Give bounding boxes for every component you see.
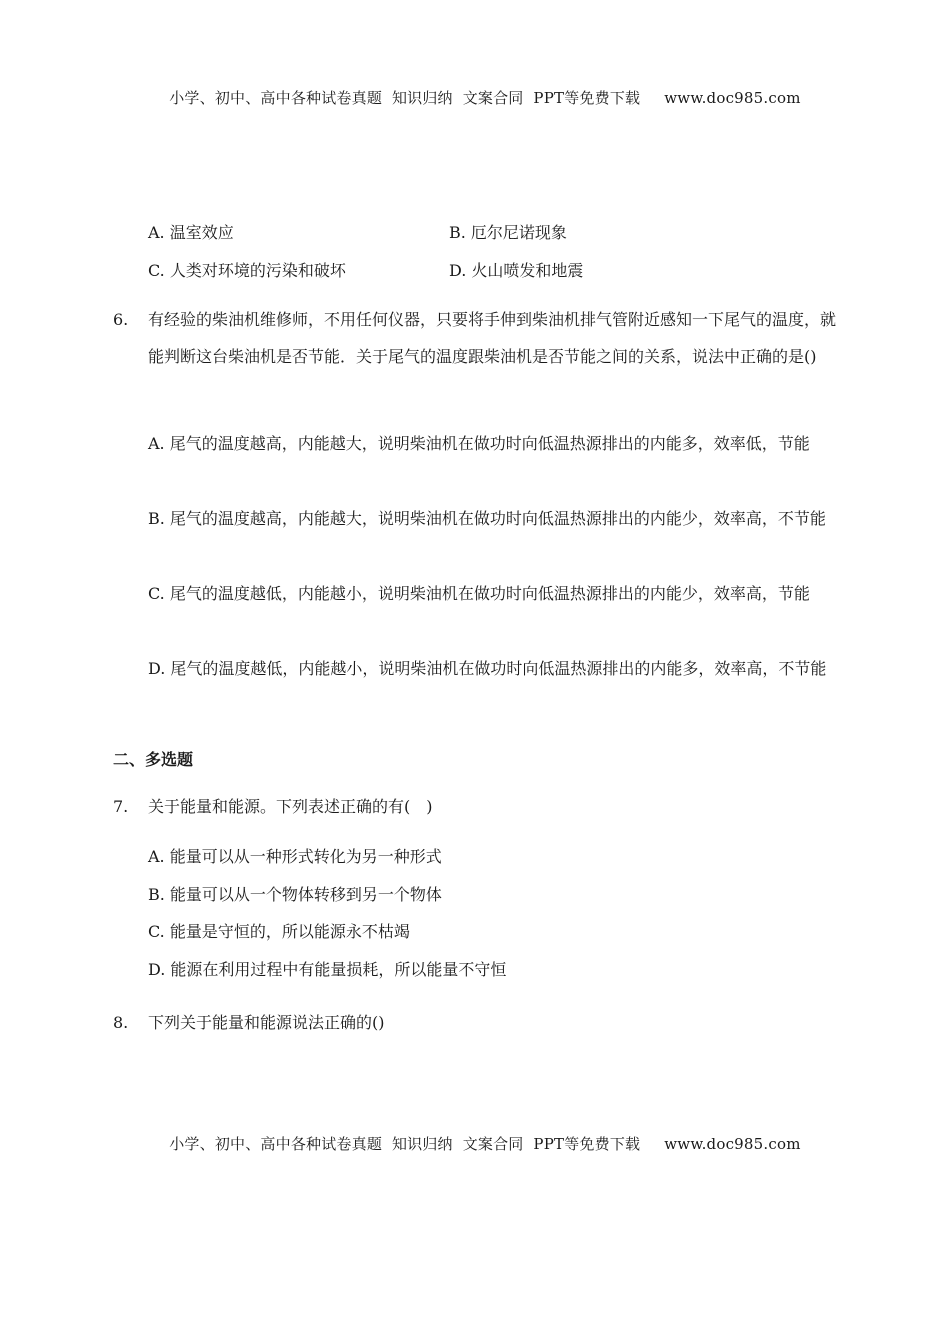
question-number: 6. bbox=[113, 310, 129, 329]
footer-text: 小学、初中、高中各种试卷真题 知识归纳 文案合同 PPT等免费下载 bbox=[169, 1135, 641, 1153]
q6-option-d: D. 尾气的温度越低，内能越小，说明柴油机在做功时向低温热源排出的内能多，效率高，不节能 bbox=[148, 659, 827, 678]
question-6 bbox=[113, 301, 843, 375]
question-number: 7. bbox=[113, 797, 129, 816]
footer-site-link[interactable]: www.doc985.com bbox=[664, 1135, 801, 1153]
question-stem: 有经验的柴油机维修师，不用任何仪器，只要将手伸到柴油机排气管附近感知一下尾气的温度，就能判断这台柴油机是否节能．关于尾气的温度跟柴油机是否节能之间的关系，说法中正确的是() bbox=[148, 310, 837, 366]
question-8 bbox=[113, 1004, 843, 1041]
q5-option-a: A. 温室效应 bbox=[148, 223, 234, 242]
page-footer bbox=[0, 1115, 950, 1172]
q5-option-d: D. 火山喷发和地震 bbox=[449, 261, 584, 280]
q7-option-b: B. 能量可以从一个物体转移到另一个物体 bbox=[148, 885, 442, 904]
question-7 bbox=[113, 788, 843, 825]
section-heading: 二、多选题 bbox=[113, 750, 194, 769]
q7-option-a: A. 能量可以从一种形式转化为另一种形式 bbox=[148, 847, 442, 866]
question-number: 8. bbox=[113, 1013, 129, 1032]
q6-option-b: B. 尾气的温度越高，内能越大，说明柴油机在做功时向低温热源排出的内能少，效率高，不节能 bbox=[148, 509, 826, 528]
q6-option-a: A. 尾气的温度越高，内能越大，说明柴油机在做功时向低温热源排出的内能多，效率低，节能 bbox=[148, 434, 810, 453]
q7-option-d: D. 能源在利用过程中有能量损耗，所以能量不守恒 bbox=[148, 960, 507, 979]
page-header bbox=[0, 69, 950, 126]
q7-option-c: C. 能量是守恒的，所以能源永不枯竭 bbox=[148, 922, 410, 941]
header-text: 小学、初中、高中各种试卷真题 知识归纳 文案合同 PPT等免费下载 bbox=[169, 89, 641, 107]
q5-option-c: C. 人类对环境的污染和破坏 bbox=[148, 261, 346, 280]
question-stem: 关于能量和能源。下列表述正确的有( ) bbox=[148, 797, 433, 816]
header-site-link[interactable]: www.doc985.com bbox=[664, 89, 801, 107]
q5-option-b: B. 厄尔尼诺现象 bbox=[449, 223, 567, 242]
question-stem: 下列关于能量和能源说法正确的() bbox=[148, 1013, 385, 1032]
q6-option-c: C. 尾气的温度越低，内能越小，说明柴油机在做功时向低温热源排出的内能少，效率高，节能 bbox=[148, 584, 810, 603]
